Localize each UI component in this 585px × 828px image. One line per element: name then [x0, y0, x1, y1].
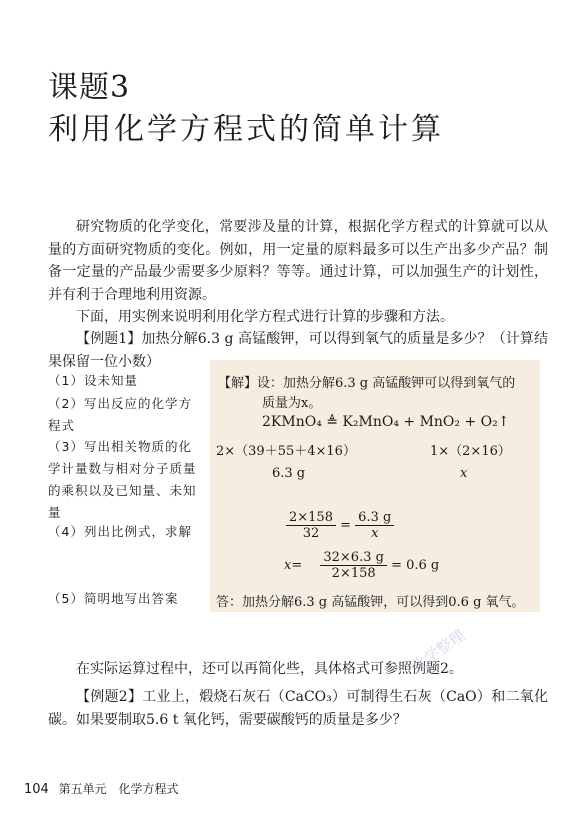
solution-answer: 答：加热分解6.3 g 高锰酸钾，可以得到0.6 g 氧气。: [216, 595, 525, 610]
molar-mass-kmno4: 2×（39＋55＋4×16）: [216, 444, 356, 459]
page-title: 利用化学方程式的简单计算: [48, 112, 444, 147]
page-footer: [24, 780, 179, 797]
ratio-right: [355, 510, 394, 541]
page-number: 104: [24, 782, 49, 797]
unknown-mass: x: [460, 466, 468, 481]
known-mass: 6.3 g: [272, 466, 306, 481]
intro-paragraph-2: 下面，用实例来说明利用化学方程式进行计算的步骤和方法。: [76, 309, 454, 325]
step-4: （4）列出比例式，求解: [48, 524, 192, 539]
watermark: 化学整理: [408, 626, 469, 676]
x-denominator: 2×158: [331, 566, 376, 581]
chapter-label: 化学方程式: [118, 782, 179, 796]
x-fraction: [320, 550, 387, 581]
ratio-left: [286, 510, 336, 541]
solution-line-2: 质量为x。: [262, 396, 322, 411]
step-1: （1）设未知量: [48, 373, 138, 388]
molar-mass-o2: 1×（2×16）: [430, 444, 511, 459]
ratio-right-numerator: 6.3 g: [355, 510, 394, 526]
lesson-number: 课题3: [48, 70, 131, 105]
x-result: = 0.6 g: [391, 558, 440, 573]
example1-question: 【例题1】加热分解6.3 g 高锰酸钾，可以得到氧气的质量是多少？（计算结果保留一位小数）: [48, 331, 548, 370]
ratio-left-denominator: 32: [302, 526, 320, 541]
bridge-paragraph: 在实际运算过程中，还可以再简化些，具体格式可参照例题2。: [76, 661, 463, 677]
x-equals: x=: [284, 558, 303, 573]
x-numerator: 32×6.3 g: [320, 550, 387, 566]
proportion: [286, 510, 394, 541]
example2-question: 【例题2】工业上，煅烧石灰石（CaCO₃）可制得生石灰（CaO）和二氧化碳。如果要制取5.6 t 氧化钙，需要碳酸钙的质量是多少？: [48, 689, 548, 728]
intro-paragraph-1: 研究物质的化学变化，常要涉及量的计算，根据化学方程式的计算就可以从量的方面研究物质的变化。例如，用一定量的原料最多可以生产出多少产品？制备一定量的产品最少需要多少原料？等等。通过计算，可以加强生产的计划性，并有利于合理地利用资源。: [48, 219, 548, 303]
step-5: （5）简明地写出答案: [48, 591, 179, 606]
ratio-left-numerator: 2×158: [286, 510, 336, 526]
ratio-right-denominator: x: [371, 526, 379, 541]
step-3: （3）写出相关物质的化学计量数与相对分子质量的乘积以及已知量、未知量: [48, 439, 197, 520]
solve-for-x: [284, 550, 439, 581]
chemical-equation: 2KMnO₄ ≜ K₂MnO₄ + MnO₂ + O₂↑: [262, 414, 510, 430]
solution-line-1: 【解】设：加热分解6.3 g 高锰酸钾可以得到氧气的: [218, 376, 516, 391]
equals-sign: =: [340, 518, 352, 533]
unit-label: 第五单元: [58, 782, 107, 796]
step-2: （2）写出反应的化学方程式: [48, 396, 192, 433]
